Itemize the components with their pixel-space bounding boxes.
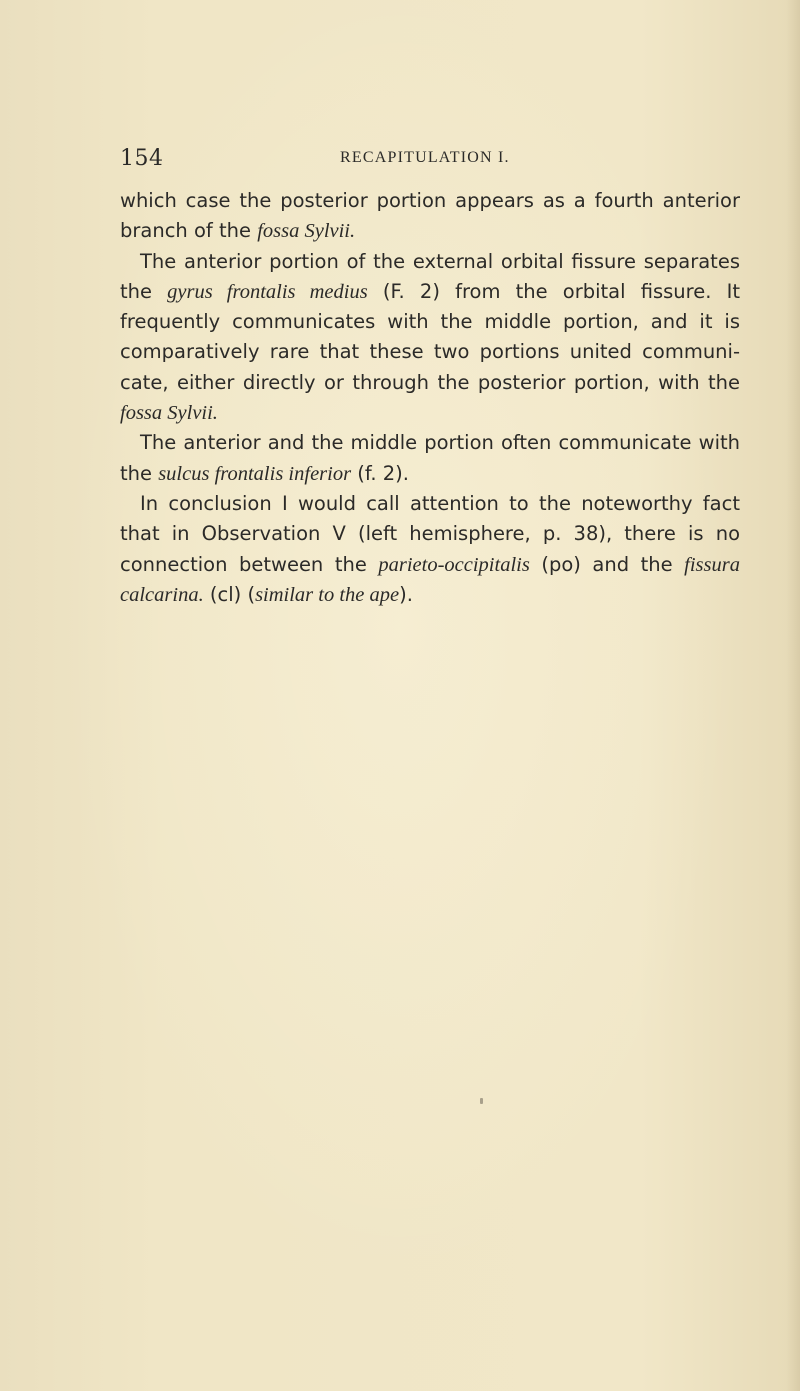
italic-term: fissura xyxy=(684,553,740,576)
text-line xyxy=(120,307,740,337)
text-run: ). xyxy=(399,582,413,606)
paragraph-start-line xyxy=(120,489,740,519)
text-run: which case the posterior portion appears as a fourth anterior xyxy=(120,189,740,212)
text-run: connection between the xyxy=(120,552,379,576)
paragraph-start-line xyxy=(120,247,740,277)
body-text xyxy=(120,186,740,610)
text-run: frequently communicates with the middle portion, and it is xyxy=(120,310,740,334)
italic-term: similar to the ape xyxy=(255,583,400,606)
text-line xyxy=(120,186,740,216)
text-run: The anterior portion of the external orbital fissure separates xyxy=(140,249,740,273)
text-line xyxy=(120,398,740,428)
text-line xyxy=(120,519,740,549)
text-run: In conclusion I would call attention to the noteworthy fact xyxy=(140,491,740,515)
text-line xyxy=(120,337,740,367)
text-run: The anterior and the middle portion often communicate with xyxy=(140,431,740,455)
text-run: branch of the xyxy=(120,219,258,243)
italic-term: sulcus frontalis inferior xyxy=(158,462,352,485)
text-line xyxy=(120,216,740,246)
text-line xyxy=(120,580,740,610)
italic-term: parieto-occipitalis xyxy=(378,553,530,576)
italic-term: fossa Sylvii. xyxy=(257,220,356,243)
paragraph-start-line xyxy=(120,428,740,458)
text-run: the xyxy=(120,461,159,485)
page-edge-shadow xyxy=(786,0,800,1391)
text-run: (cl) ( xyxy=(203,582,256,606)
running-head: RECAPITULATION I. xyxy=(340,149,510,166)
paper-speck xyxy=(480,1098,483,1104)
text-run: (F. 2) from the orbital fissure. It xyxy=(367,279,741,303)
text-line xyxy=(120,459,740,489)
text-line xyxy=(120,277,740,307)
text-run: cate, either directly or through the posterior portion, with the xyxy=(120,370,740,394)
text-run: comparatively rare that these two portions united communi- xyxy=(120,340,740,364)
italic-term: calcarina. xyxy=(120,583,204,606)
text-run: (f. 2). xyxy=(351,461,409,485)
text-line xyxy=(120,550,740,580)
text-run: the xyxy=(120,279,168,303)
page-number: 154 xyxy=(120,146,164,171)
text-run: that in Observation V (left hemisphere, p. 38), there is no xyxy=(120,522,740,546)
italic-term: gyrus frontalis medius xyxy=(167,280,368,303)
text-run: (po) and the xyxy=(529,552,685,576)
page-header xyxy=(120,146,740,176)
text-line xyxy=(120,368,740,398)
italic-term: fossa Sylvii. xyxy=(120,402,218,425)
